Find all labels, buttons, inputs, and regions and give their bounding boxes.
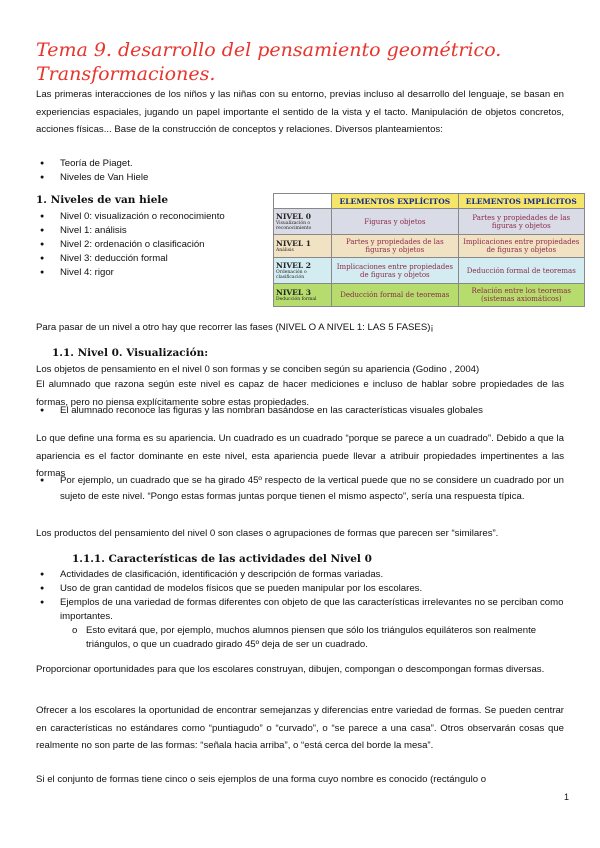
list-item: ● Nivel 1: análisis	[36, 224, 225, 238]
level-cell: NIVEL 2 Ordenación o clasificación	[274, 257, 332, 283]
table-header: ELEMENTOS EXPLÍCITOS	[332, 194, 458, 209]
list-item: ● Nivel 3: deducción formal	[36, 252, 225, 266]
list-item: ● Nivel 4: rigor	[36, 266, 225, 280]
section-heading-1: 1. Niveles de van hiele	[36, 194, 169, 206]
explicit-cell: Figuras y objetos	[332, 209, 458, 235]
table-row	[274, 235, 585, 258]
activities-list	[36, 568, 564, 624]
implicit-cell: Relación entre los teoremas (sistemas axiomáticos)	[458, 284, 584, 307]
paragraph: Los objetos de pensamiento en el nivel 0 son formas y se conciben según su apariencia (Godino , 2004)	[36, 364, 480, 375]
circle-bullet-icon: o	[72, 625, 78, 636]
sub-item: o Esto evitará que, por ejemplo, muchos alumnos piensen que sólo los triángulos equiláteros son realmente triángulos, o que un cuadrado girado 45º deja de ser un cuadrado.	[72, 625, 537, 650]
explicit-cell: Deducción formal de teoremas	[332, 284, 458, 307]
table-header: ELEMENTOS IMPLÍCITOS	[458, 194, 584, 209]
paragraph: Proporcionar oportunidades para que los escolares construyan, dibujen, compongan o descompongan formas diversas.	[36, 664, 545, 675]
list-item: ● Actividades de clasificación, identificación y descripción de formas variadas.	[36, 568, 564, 582]
table-row	[274, 257, 585, 283]
table-corner	[274, 194, 332, 209]
page-number: 1	[564, 792, 570, 802]
implicit-cell: Deducción formal de teoremas	[458, 257, 584, 283]
bullet-list	[36, 473, 564, 505]
paragraph: Si el conjunto de formas tiene cinco o seis ejemplos de una forma cuyo nombre es conocido (rectángulo o	[36, 774, 487, 785]
table-row	[274, 209, 585, 235]
explicit-cell: Implicaciones entre propiedades de figuras y objetos	[332, 257, 458, 283]
list-item: ● Nivel 0: visualización o reconocimiento	[36, 210, 225, 224]
approaches-list	[36, 157, 148, 185]
section-heading-1-1-1: 1.1.1. Características de las actividades del Nivel 0	[72, 553, 372, 565]
bullet-list	[36, 404, 564, 418]
paragraph: Lo que define una forma es su apariencia. Un cuadrado es un cuadrado “porque se parece a un cuadrado”. Debido a que la apariencia es el factor dominante en este nivel, esta apariencia puede llevar a atribuir propiedades impertinentes a las formas	[36, 433, 564, 480]
list-item: ● Ejemplos de una variedad de formas diferentes con objeto de que las características irrelevantes no se perciban como importantes.	[36, 596, 564, 624]
paragraph: Los productos del pensamiento del nivel 0 son clases o agrupaciones de formas que parecen ser “similares”.	[36, 528, 499, 539]
list-item: ● Nivel 2: ordenación o clasificación	[36, 238, 225, 252]
page-title: Tema 9. desarrollo del pensamiento geométrico. Transformaciones.	[36, 39, 502, 85]
list-item: ● Uso de gran cantidad de modelos físicos que se pueden manipular por los escolares.	[36, 582, 564, 596]
levels-list	[36, 210, 225, 280]
implicit-cell: Implicaciones entre propiedades de figuras y objetos	[458, 235, 584, 258]
paragraph: Ofrecer a los escolares la oportunidad de encontrar semejanzas y diferencias entre variedad de formas. Se pueden centrar en características no estándares como “puntiagudo” o “curvado”, o “se parece a una casa”. Otros observarán cosas que realmente no son parte de las formas: “señala hacia arriba”, o “está cerca del borde la mesa”.	[36, 705, 564, 752]
level-cell: NIVEL 3 Deducción formal	[274, 284, 332, 307]
list-item: ● Teoría de Piaget.	[36, 157, 148, 171]
paragraph: El alumnado que razona según este nivel es capaz de hacer mediciones e incluso de hablar sobre propiedades de las formas, pero no piensa explícitamente sobre estas propiedades.	[36, 379, 564, 408]
list-item: ● Niveles de Van Hiele	[36, 171, 148, 185]
list-item: ● El alumnado reconoce las figuras y las nombran basándose en las características visuales globales	[36, 404, 564, 418]
intro-paragraph: Las primeras interacciones de los niños y las niñas con su entorno, previas incluso al desarrollo del lenguaje, se basan en experiencias espaciales, jugando un papel importante el sentido de la vista y el tacto. Manipulación de objetos concretos, acciones físicas... Base de la construcción de conceptos y relaciones. Diversos planteamientos:	[36, 89, 564, 136]
level-cell: NIVEL 0 Visualización o reconocimiento	[274, 209, 332, 235]
van-hiele-levels-table	[273, 193, 585, 307]
section-heading-1-1: 1.1. Nivel 0. Visualización:	[52, 347, 209, 359]
level-cell: NIVEL 1 Análisis	[274, 235, 332, 258]
table-row	[274, 284, 585, 307]
implicit-cell: Partes y propiedades de las figuras y objetos	[458, 209, 584, 235]
phases-paragraph: Para pasar de un nivel a otro hay que recorrer las fases (NIVEL O A NIVEL 1: LAS 5 FASES)¡	[36, 322, 434, 333]
explicit-cell: Partes y propiedades de las figuras y objetos	[332, 235, 458, 258]
list-item: ● Por ejemplo, un cuadrado que se ha girado 45º respecto de la vertical puede que no se considere un cuadrado por un sujeto de este nivel. “Pongo estas formas juntas porque tienen el mismo aspecto”, sería una respuesta típica.	[36, 473, 564, 505]
